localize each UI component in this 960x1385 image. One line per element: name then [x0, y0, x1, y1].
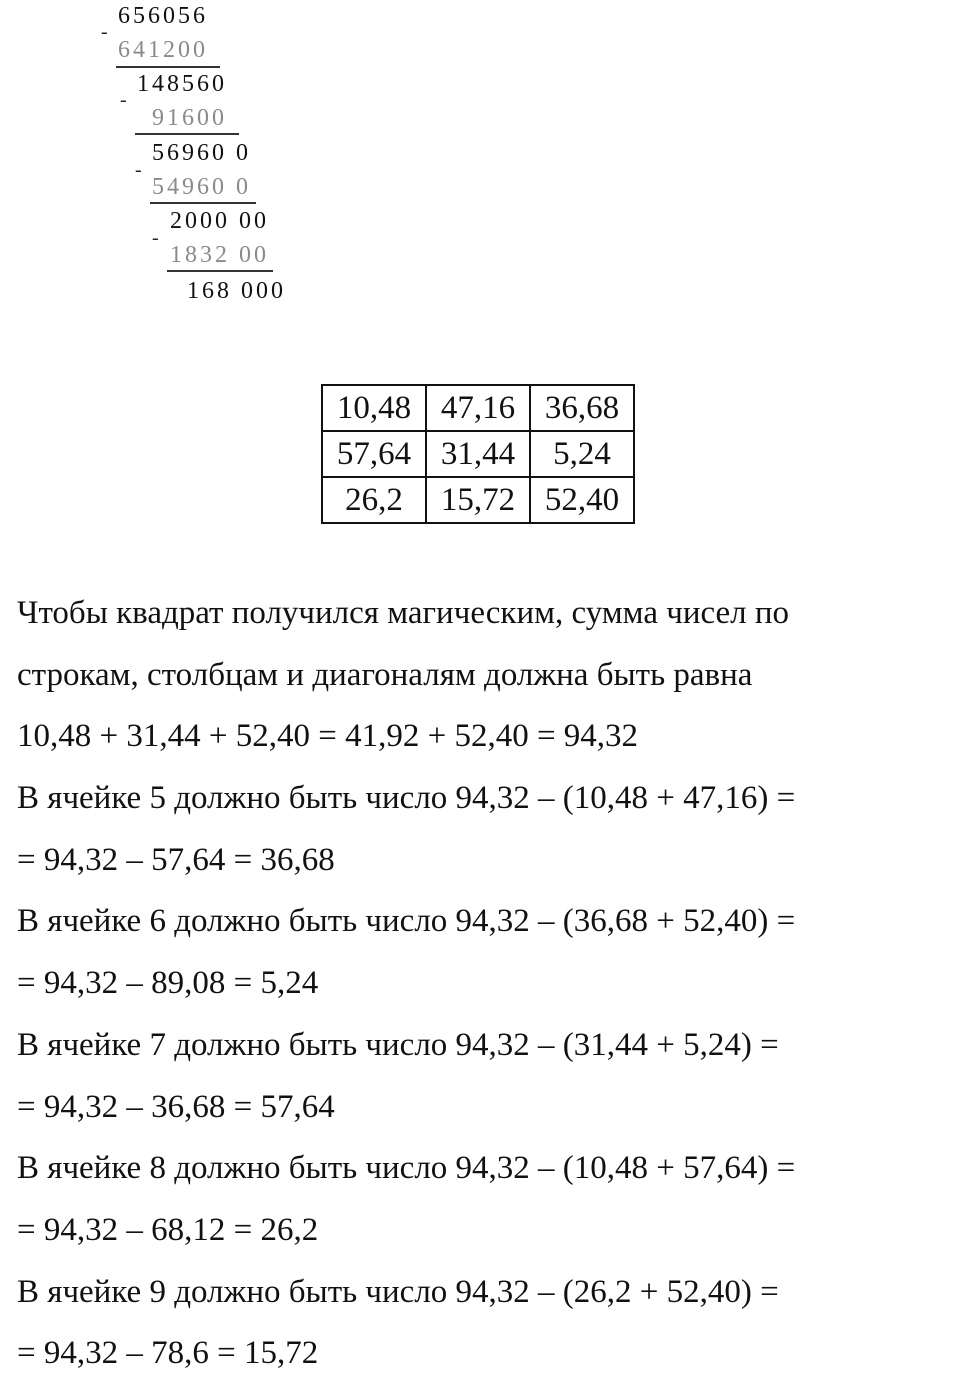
text-line: 10,48 + 31,44 + 52,40 = 41,92 + 52,40 = 94,32: [17, 718, 639, 755]
division-row: 91600: [152, 105, 227, 131]
text-line: В ячейке 6 должно быть число 94,32 – (36,68 + 52,40) =: [17, 903, 796, 940]
table-cell: 57,64: [322, 431, 426, 477]
minus-sign: -: [135, 159, 142, 181]
table-row: [322, 477, 634, 523]
division-row: 1832 00: [170, 242, 269, 268]
text-line: = 94,32 – 89,08 = 5,24: [17, 965, 319, 1002]
division-row: 2000 00: [170, 208, 269, 234]
table-cell: 10,48: [322, 385, 426, 431]
text-line: В ячейке 8 должно быть число 94,32 – (10,48 + 57,64) =: [17, 1150, 796, 1187]
text-line: В ячейке 7 должно быть число 94,32 – (31,44 + 5,24) =: [17, 1026, 779, 1063]
text-line: строкам, столбцам и диагоналям должна быть равна: [17, 656, 753, 693]
division-row: 54960 0: [152, 174, 251, 200]
long-division: [0, 0, 320, 310]
text-line: = 94,32 – 36,68 = 57,64: [17, 1088, 335, 1125]
division-rule: [135, 133, 239, 135]
table-row: [322, 385, 634, 431]
division-rule: [150, 202, 256, 204]
table-cell: 52,40: [530, 477, 634, 523]
magic-square-table: [321, 384, 635, 524]
division-row: 656056: [118, 3, 208, 29]
table-cell: 15,72: [426, 477, 530, 523]
division-row: 56960 0: [152, 140, 251, 166]
text-line: Чтобы квадрат получился магическим, сумма чисел по: [17, 595, 790, 631]
explanation-text: [17, 583, 947, 1385]
division-row: 641200: [118, 37, 208, 63]
text-line: = 94,32 – 78,6 = 15,72: [17, 1335, 319, 1372]
text-line: = 94,32 – 57,64 = 36,68: [17, 841, 335, 878]
division-rule: [167, 270, 273, 272]
division-rule: [116, 66, 220, 68]
table-cell: 5,24: [530, 431, 634, 477]
table-cell: 47,16: [426, 385, 530, 431]
division-row: 168 000: [187, 278, 286, 304]
division-row: 148560: [137, 71, 227, 97]
table-row: [322, 431, 634, 477]
minus-sign: -: [120, 89, 127, 111]
text-line: = 94,32 – 68,12 = 26,2: [17, 1211, 319, 1248]
minus-sign: -: [101, 21, 108, 43]
table-cell: 36,68: [530, 385, 634, 431]
table-cell: 31,44: [426, 431, 530, 477]
text-line: В ячейке 5 должно быть число 94,32 – (10,48 + 47,16) =: [17, 780, 796, 817]
minus-sign: -: [152, 227, 159, 249]
table-cell: 26,2: [322, 477, 426, 523]
text-line: В ячейке 9 должно быть число 94,32 – (26,2 + 52,40) =: [17, 1273, 779, 1310]
